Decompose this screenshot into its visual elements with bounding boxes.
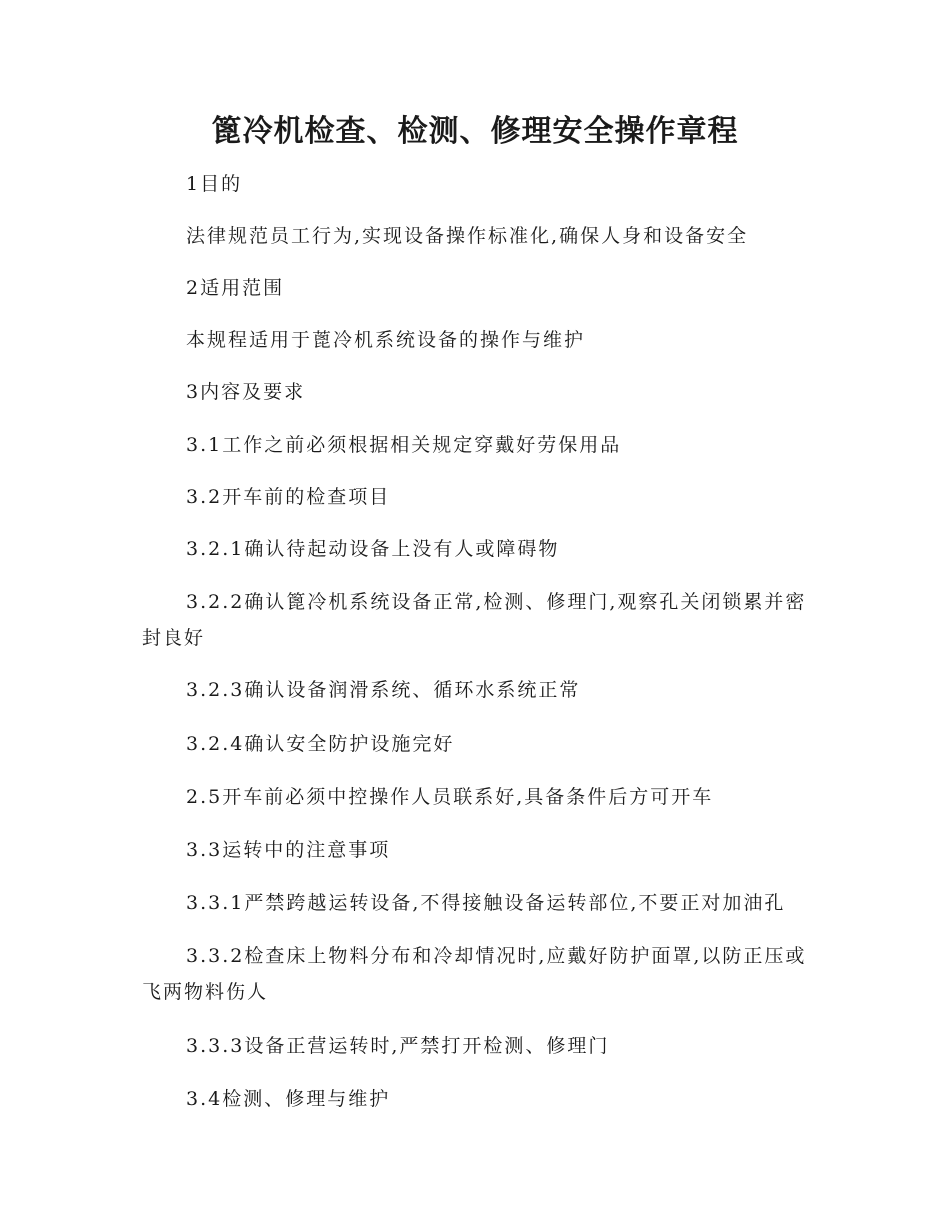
paragraph: 3.3.2检查床上物料分布和冷却情况时,应戴好防护面罩,以防正压或飞两物料伤人 xyxy=(142,945,807,1003)
paragraph: 3.2.3确认设备润滑系统、循环水系统正常 xyxy=(186,679,581,701)
paragraph: 3.1工作之前必须根据相关规定穿戴好劳保用品 xyxy=(186,434,622,456)
paragraph: 3.2.1确认待起动设备上没有人或障碍物 xyxy=(186,538,560,560)
paragraph: 3.3运转中的注意事项 xyxy=(186,839,391,861)
section-heading: 3内容及要求 xyxy=(186,381,306,403)
section-heading: 1目的 xyxy=(186,173,243,195)
document-title: 篦冷机检查、检测、修理安全操作章程 xyxy=(211,114,739,149)
paragraph: 3.2开车前的检查项目 xyxy=(186,486,391,508)
paragraph: 2.5开车前必须中控操作人员联系好,具备条件后方可开车 xyxy=(186,786,714,808)
paragraph: 本规程适用于蓖冷机系统设备的操作与维护 xyxy=(186,329,586,351)
paragraph: 3.2.2确认篦冷机系统设备正常,检测、修理门,观察孔关闭锁累并密封良好 xyxy=(142,591,807,649)
paragraph: 3.3.1严禁跨越运转设备,不得接触设备运转部位,不要正对加油孔 xyxy=(186,892,786,914)
paragraph: 3.3.3设备正营运转时,严禁打开检测、修理门 xyxy=(186,1035,610,1057)
paragraph: 3.2.4确认安全防护设施完好 xyxy=(186,733,455,755)
section-heading: 2适用范围 xyxy=(186,277,285,299)
paragraph: 3.4检测、修理与维护 xyxy=(186,1088,391,1110)
paragraph: 法律规范员工行为,实现设备操作标准化,确保人身和设备安全 xyxy=(186,225,749,247)
